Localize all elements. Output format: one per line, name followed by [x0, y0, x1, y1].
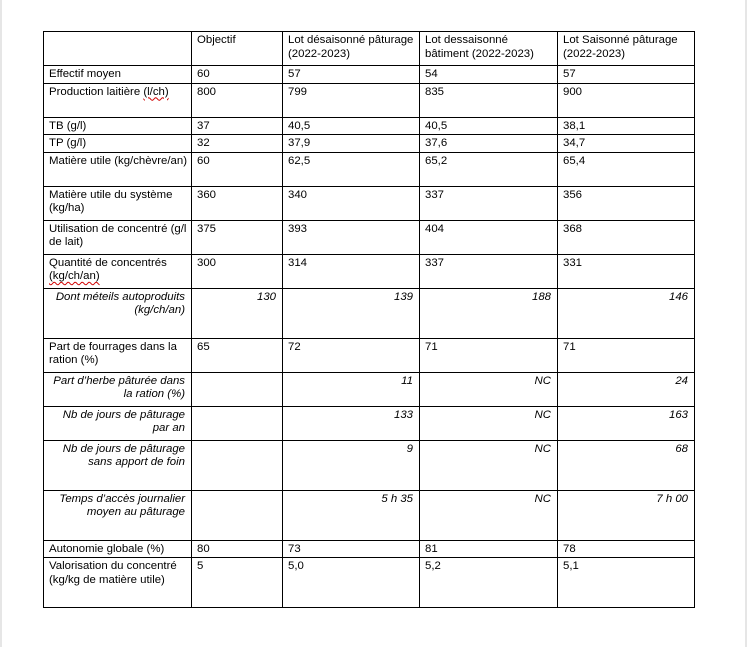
cell-lot-saisonne-paturage: 368 — [558, 220, 695, 254]
row-label: Matière utile (kg/chèvre/an) — [44, 152, 192, 186]
cell-lot-desaisonne-paturage: 62,5 — [283, 152, 420, 186]
cell-lot-saisonne-paturage: 5,1 — [558, 558, 695, 608]
cell-lot-dessaisonne-batiment: 65,2 — [420, 152, 558, 186]
cell-lot-saisonne-paturage: 163 — [558, 406, 695, 440]
cell-objectif — [192, 490, 283, 540]
cell-objectif: 360 — [192, 186, 283, 220]
row-label: Valorisation du concentré (kg/kg de matière utile) — [44, 558, 192, 608]
cell-objectif: 130 — [192, 288, 283, 338]
table-row — [44, 338, 695, 372]
cell-objectif: 375 — [192, 220, 283, 254]
cell-lot-dessaisonne-batiment: 188 — [420, 288, 558, 338]
row-label: Autonomie globale (%) — [44, 540, 192, 558]
table-row — [44, 540, 695, 558]
page-edge-left — [0, 0, 2, 647]
header-cell-lot-dessaisonne-batiment: Lot dessaisonné bâtiment (2022-2023) — [420, 32, 558, 66]
table-row — [44, 406, 695, 440]
cell-lot-desaisonne-paturage: 5,0 — [283, 558, 420, 608]
cell-lot-dessaisonne-batiment: 37,6 — [420, 135, 558, 153]
cell-lot-dessaisonne-batiment: 835 — [420, 83, 558, 117]
cell-objectif: 300 — [192, 254, 283, 288]
cell-lot-desaisonne-paturage: 393 — [283, 220, 420, 254]
cell-lot-desaisonne-paturage: 314 — [283, 254, 420, 288]
table-row — [44, 372, 695, 406]
cell-lot-saisonne-paturage: 146 — [558, 288, 695, 338]
row-label: Nb de jours de pâturage sans apport de foin — [44, 440, 192, 490]
cell-lot-saisonne-paturage: 356 — [558, 186, 695, 220]
table-row — [44, 135, 695, 153]
row-label: Part de fourrages dans la ration (%) — [44, 338, 192, 372]
table-row — [44, 152, 695, 186]
table-row — [44, 558, 695, 608]
cell-lot-dessaisonne-batiment: NC — [420, 372, 558, 406]
row-label: TB (g/l) — [44, 117, 192, 135]
row-label-unit: (l/ch) — [143, 85, 169, 98]
cell-lot-desaisonne-paturage: 57 — [283, 66, 420, 84]
cell-lot-dessaisonne-batiment: 40,5 — [420, 117, 558, 135]
row-label: Effectif moyen — [44, 66, 192, 84]
cell-lot-desaisonne-paturage: 5 h 35 — [283, 490, 420, 540]
cell-objectif: 800 — [192, 83, 283, 117]
row-label — [44, 83, 192, 117]
cell-lot-dessaisonne-batiment: 337 — [420, 186, 558, 220]
table-row — [44, 66, 695, 84]
cell-lot-saisonne-paturage: 7 h 00 — [558, 490, 695, 540]
header-cell-empty — [44, 32, 192, 66]
cell-objectif: 60 — [192, 152, 283, 186]
row-label-main: Quantité de concentrés — [49, 256, 167, 269]
table-row — [44, 220, 695, 254]
table-row — [44, 288, 695, 338]
cell-lot-desaisonne-paturage: 11 — [283, 372, 420, 406]
header-cell-lot-desaisonne-paturage: Lot désaisonné pâturage (2022-2023) — [283, 32, 420, 66]
cell-lot-saisonne-paturage: 78 — [558, 540, 695, 558]
cell-lot-desaisonne-paturage: 133 — [283, 406, 420, 440]
cell-lot-desaisonne-paturage: 72 — [283, 338, 420, 372]
cell-lot-desaisonne-paturage: 139 — [283, 288, 420, 338]
cell-lot-desaisonne-paturage: 37,9 — [283, 135, 420, 153]
cell-objectif: 80 — [192, 540, 283, 558]
cell-lot-saisonne-paturage: 68 — [558, 440, 695, 490]
results-table — [43, 31, 695, 608]
cell-lot-dessaisonne-batiment: NC — [420, 440, 558, 490]
table-row — [44, 490, 695, 540]
cell-lot-dessaisonne-batiment: NC — [420, 406, 558, 440]
table-row — [44, 254, 695, 288]
cell-lot-saisonne-paturage: 71 — [558, 338, 695, 372]
cell-objectif — [192, 372, 283, 406]
cell-objectif: 32 — [192, 135, 283, 153]
row-label-main: Production laitière — [49, 85, 144, 98]
cell-objectif: 5 — [192, 558, 283, 608]
cell-objectif — [192, 440, 283, 490]
cell-lot-saisonne-paturage: 65,4 — [558, 152, 695, 186]
table-header-row — [44, 32, 695, 66]
row-label: Nb de jours de pâturage par an — [44, 406, 192, 440]
cell-lot-dessaisonne-batiment: 404 — [420, 220, 558, 254]
cell-lot-desaisonne-paturage: 799 — [283, 83, 420, 117]
cell-lot-saisonne-paturage: 34,7 — [558, 135, 695, 153]
cell-lot-dessaisonne-batiment: 337 — [420, 254, 558, 288]
cell-lot-desaisonne-paturage: 73 — [283, 540, 420, 558]
table-row — [44, 440, 695, 490]
cell-objectif — [192, 406, 283, 440]
header-cell-objectif: Objectif — [192, 32, 283, 66]
cell-lot-desaisonne-paturage: 40,5 — [283, 117, 420, 135]
cell-lot-dessaisonne-batiment: 71 — [420, 338, 558, 372]
cell-lot-dessaisonne-batiment: 5,2 — [420, 558, 558, 608]
cell-objectif: 65 — [192, 338, 283, 372]
cell-lot-saisonne-paturage: 900 — [558, 83, 695, 117]
cell-lot-dessaisonne-batiment: NC — [420, 490, 558, 540]
table-row — [44, 186, 695, 220]
row-label: TP (g/l) — [44, 135, 192, 153]
cell-lot-dessaisonne-batiment: 81 — [420, 540, 558, 558]
cell-lot-saisonne-paturage: 38,1 — [558, 117, 695, 135]
table-row — [44, 83, 695, 117]
cell-objectif: 37 — [192, 117, 283, 135]
row-label: Part d’herbe pâturée dans la ration (%) — [44, 372, 192, 406]
cell-lot-desaisonne-paturage: 9 — [283, 440, 420, 490]
row-label — [44, 254, 192, 288]
row-label-unit: (kg/ch/an) — [49, 270, 100, 282]
cell-lot-saisonne-paturage: 331 — [558, 254, 695, 288]
row-label: Utilisation de concentré (g/l de lait) — [44, 220, 192, 254]
cell-lot-saisonne-paturage: 57 — [558, 66, 695, 84]
header-cell-lot-saisonne-paturage: Lot Saisonné pâturage (2022-2023) — [558, 32, 695, 66]
cell-objectif: 60 — [192, 66, 283, 84]
cell-lot-saisonne-paturage: 24 — [558, 372, 695, 406]
row-label: Matière utile du système (kg/ha) — [44, 186, 192, 220]
row-label: Dont méteils autoproduits (kg/ch/an) — [44, 288, 192, 338]
table-row — [44, 117, 695, 135]
row-label: Temps d’accès journalier moyen au pâturage — [44, 490, 192, 540]
cell-lot-dessaisonne-batiment: 54 — [420, 66, 558, 84]
cell-lot-desaisonne-paturage: 340 — [283, 186, 420, 220]
